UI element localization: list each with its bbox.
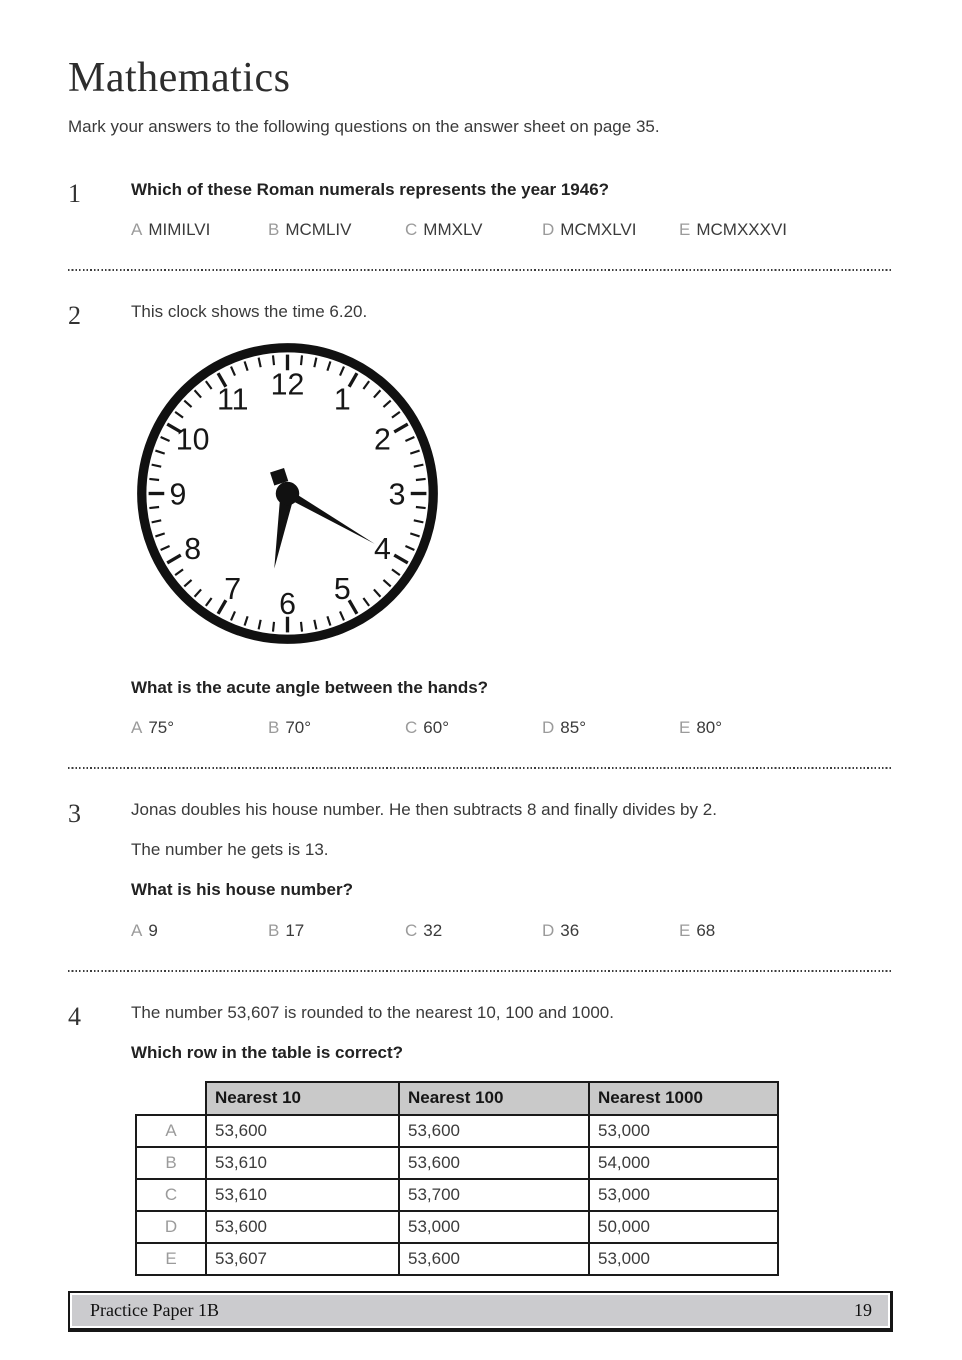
option-letter: A [131, 920, 143, 940]
table-cell: 53,600 [399, 1243, 589, 1275]
question-3-intro-line2: The number he gets is 13. [131, 840, 329, 860]
option-letter: B [268, 220, 280, 240]
dotted-divider [68, 269, 893, 271]
svg-text:12: 12 [270, 368, 305, 402]
table-cell: 53,610 [206, 1179, 399, 1211]
question-1-options [131, 220, 893, 240]
table-row [136, 1115, 778, 1147]
row-letter: D [136, 1211, 206, 1243]
rounding-table [135, 1081, 779, 1276]
column-header: Nearest 10 [206, 1082, 399, 1115]
option-letter: A [131, 718, 143, 738]
column-header: Nearest 1000 [589, 1082, 778, 1115]
footer-page-number: 19 [854, 1300, 872, 1320]
question-3-number: 3 [68, 799, 81, 829]
option-value: MCMLIV [285, 220, 352, 240]
table-row [136, 1243, 778, 1275]
svg-text:3: 3 [388, 478, 406, 512]
option-value: MMXLV [423, 220, 483, 240]
option-letter: C [405, 220, 418, 240]
option-value: 32 [423, 920, 443, 940]
option-letter: B [268, 920, 280, 940]
option-letter: C [405, 920, 418, 940]
option-value: 9 [148, 920, 158, 940]
svg-text:6: 6 [279, 587, 296, 621]
page-title: Mathematics [68, 55, 291, 101]
option-c [405, 921, 542, 941]
option-value: 75° [148, 718, 175, 738]
option-letter: E [679, 718, 691, 738]
row-letter: E [136, 1243, 206, 1275]
option-value: MIMILVI [148, 220, 211, 240]
option-e [679, 718, 722, 738]
table-cell: 53,000 [589, 1243, 778, 1275]
column-header: Nearest 100 [399, 1082, 589, 1115]
row-letter: B [136, 1147, 206, 1179]
table-cell: 53,000 [589, 1115, 778, 1147]
table-cell: 53,600 [206, 1115, 399, 1147]
row-letter: C [136, 1179, 206, 1211]
option-letter: E [679, 220, 691, 240]
question-2 [68, 301, 893, 738]
dotted-divider [68, 767, 893, 769]
option-letter: E [679, 920, 691, 940]
question-4 [68, 1002, 893, 1276]
option-value: 80° [696, 718, 723, 738]
option-e [679, 921, 715, 941]
option-e [679, 220, 787, 240]
option-value: 85° [560, 718, 586, 738]
table-cell: 53,600 [399, 1115, 589, 1147]
question-1-number: 1 [68, 179, 81, 208]
svg-text:5: 5 [333, 573, 351, 607]
table-row [136, 1147, 778, 1179]
svg-text:7: 7 [224, 573, 242, 607]
option-d [542, 921, 679, 941]
question-4-intro: The number 53,607 is rounded to the nearest 10, 100 and 1000. [131, 1002, 614, 1022]
question-2-options [131, 718, 893, 738]
option-letter: B [268, 718, 280, 738]
table-cell: 53,610 [206, 1147, 399, 1179]
svg-text:10: 10 [175, 423, 210, 457]
option-a [131, 220, 268, 240]
table-cell: 53,700 [399, 1179, 589, 1211]
table-row [136, 1179, 778, 1211]
option-a [131, 718, 268, 738]
svg-text:8: 8 [184, 533, 202, 567]
option-value: MCMXLVI [560, 220, 637, 240]
option-d [542, 220, 679, 240]
question-2-prompt: What is the acute angle between the hands? [131, 678, 489, 698]
question-3 [68, 799, 893, 940]
question-1-prompt: Which of these Roman numerals represents the year 1946? [131, 180, 610, 199]
option-c [405, 718, 542, 738]
question-3-prompt: What is his house number? [131, 880, 353, 900]
clock-face [131, 337, 444, 650]
table-cell: 53,000 [399, 1211, 589, 1243]
svg-text:11: 11 [216, 383, 249, 417]
table-cell: 53,600 [399, 1147, 589, 1179]
instructions-text: Mark your answers to the following questions on the answer sheet on page 35. [68, 117, 660, 136]
table-row [136, 1211, 778, 1243]
option-c [405, 220, 542, 240]
question-3-options [131, 921, 893, 941]
svg-text:1: 1 [333, 383, 351, 417]
option-letter: D [542, 920, 555, 940]
option-b [268, 718, 405, 738]
option-d [542, 718, 679, 738]
table-cell: 53,600 [206, 1211, 399, 1243]
option-b [268, 921, 405, 941]
option-letter: A [131, 220, 143, 240]
option-value: 36 [560, 920, 580, 940]
svg-text:2: 2 [373, 423, 391, 457]
question-2-number: 2 [68, 301, 81, 331]
table-cell: 54,000 [589, 1147, 778, 1179]
option-letter: D [542, 220, 555, 240]
clock-image [131, 337, 893, 655]
option-letter: D [542, 718, 555, 738]
svg-text:4: 4 [373, 533, 391, 567]
question-3-intro-line1: Jonas doubles his house number. He then subtracts 8 and finally divides by 2. [131, 800, 717, 820]
footer-paper-label: Practice Paper 1B [90, 1300, 219, 1320]
table-header-row [136, 1082, 778, 1115]
option-b [268, 220, 405, 240]
option-value: 17 [285, 920, 305, 940]
svg-text:9: 9 [169, 478, 187, 512]
option-a [131, 921, 268, 941]
option-value: 60° [423, 718, 449, 738]
option-value: 70° [285, 718, 312, 738]
table-cell: 50,000 [589, 1211, 778, 1243]
option-value: 68 [696, 920, 716, 940]
question-2-intro: This clock shows the time 6.20. [131, 302, 368, 322]
option-letter: C [405, 718, 418, 738]
row-letter: A [136, 1115, 206, 1147]
table-cell: 53,000 [589, 1179, 778, 1211]
table-corner-blank [136, 1082, 206, 1115]
table-cell: 53,607 [206, 1243, 399, 1275]
question-4-prompt: Which row in the table is correct? [131, 1042, 404, 1062]
question-4-number: 4 [68, 1001, 81, 1031]
dotted-divider [68, 970, 893, 972]
question-1 [68, 179, 893, 240]
option-value: MCMXXXVI [696, 220, 788, 240]
page-footer [68, 1291, 893, 1332]
